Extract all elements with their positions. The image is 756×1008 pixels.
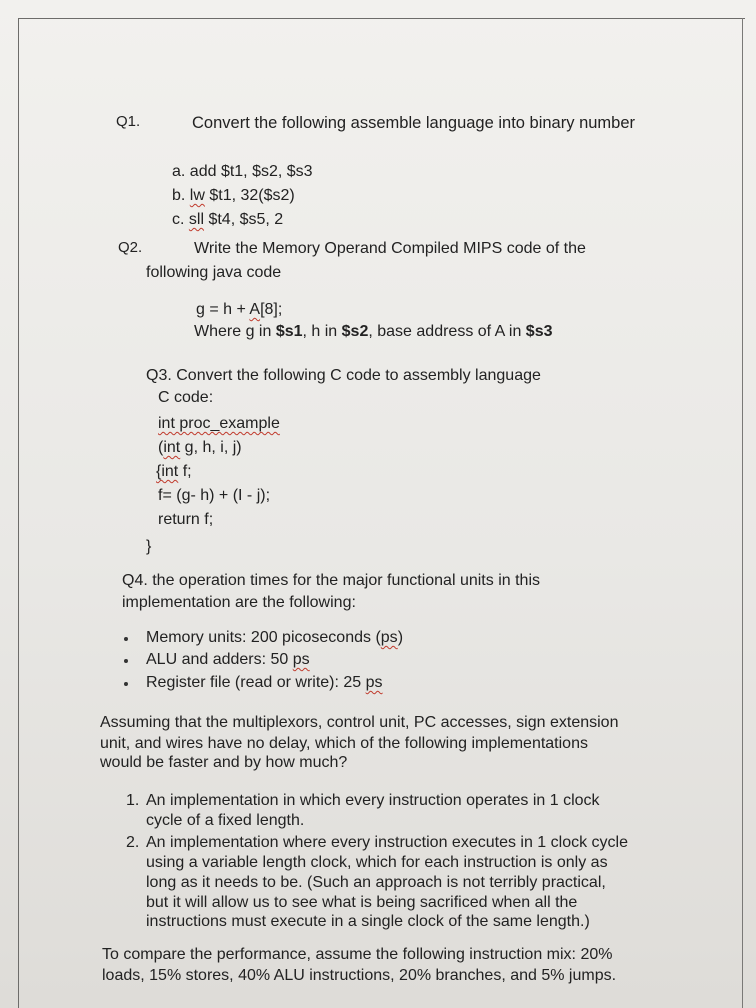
- q4-mix-line1: To compare the performance, assume the following instruction mix: 20%: [102, 946, 613, 963]
- q4-option-1-line1: An implementation in which every instruction operates in 1 clock: [146, 792, 600, 809]
- q3-code-line3: [156, 462, 192, 482]
- q1-item-c-marker: c.: [172, 211, 185, 228]
- q3-code-line4: f= (g- h) + (I - j);: [158, 487, 271, 504]
- q2-code-post: [8];: [260, 301, 283, 318]
- q2-code-array: A: [249, 301, 261, 318]
- q1-label: Q1.: [116, 113, 141, 130]
- q4-bullet-dot-3: [124, 682, 128, 686]
- q3-code-label: C code:: [158, 389, 214, 406]
- q2-prompt-line2: following java code: [146, 264, 282, 281]
- q4-option-2-line3: long as it needs to be. (Such an approach is not terribly practical,: [146, 874, 606, 891]
- q2-where-s2: $s2: [341, 323, 369, 340]
- q4-bullet-2-text: ALU and adders: 50: [146, 651, 293, 668]
- q2-where-pre: Where g in: [194, 323, 276, 340]
- q4-bullet-1-tail: ): [397, 629, 404, 646]
- q4-option-2-line4: but it will allow us to see what is being sacrificed when all the: [146, 894, 578, 911]
- q2-where-s3: $s3: [525, 323, 553, 340]
- q1-item-b: [172, 186, 295, 206]
- page-border-right: [742, 18, 743, 1008]
- q4-option-2-line5: instructions must execute in a single clock of the same length.): [146, 913, 590, 930]
- q3-code-int-kw: int: [163, 439, 181, 456]
- q1-prompt: Convert the following assemble language into binary number: [192, 114, 636, 132]
- q2-prompt-line1: Write the Memory Operand Compiled MIPS code of the: [194, 240, 586, 257]
- q4-bullet-1-unit: ps: [380, 629, 398, 646]
- q4-bullet-2-unit: ps: [292, 651, 310, 668]
- q1-item-a-text: add $t1, $s2, $s3: [189, 163, 313, 180]
- q2-code-line: [196, 300, 282, 320]
- q2-code-pre: g = h +: [196, 301, 250, 318]
- q4-assume-line1: Assuming that the multiplexors, control unit, PC accesses, sign extension: [100, 714, 619, 731]
- q4-option-2-line1: An implementation where every instruction executes in 1 clock cycle: [146, 834, 628, 851]
- q4-option-1-line2: cycle of a fixed length.: [146, 812, 305, 829]
- q1-item-c-rest: $t4, $s5, 2: [204, 211, 284, 228]
- q4-bullet-1-text: Memory units: 200 picoseconds (: [146, 629, 381, 646]
- q4-bullet-2: [146, 650, 310, 670]
- q4-option-2-line2: using a variable length clock, which for each instruction is only as: [146, 854, 608, 871]
- q4-option-2-marker: 2.: [126, 834, 140, 851]
- q2-where-post: , base address of A in: [368, 323, 526, 340]
- q2-label: Q2.: [118, 239, 143, 256]
- q3-code-func-name: int proc_example: [158, 415, 280, 432]
- q4-option-1-marker: 1.: [126, 792, 140, 809]
- q1-item-a: [172, 162, 313, 182]
- q2-where-s1: $s1: [275, 323, 303, 340]
- q1-item-b-op: lw: [189, 187, 205, 204]
- q1-item-b-marker: b.: [172, 187, 186, 204]
- q4-bullet-dot-2: [124, 659, 128, 663]
- q4-assume-line3: would be faster and by how much?: [100, 754, 348, 771]
- q3-code-int-decl: {int: [156, 463, 179, 480]
- q3-code-params: g, h, i, j): [180, 439, 242, 456]
- q4-bullet-dot-1: [124, 637, 128, 641]
- q4-bullet-3-unit: ps: [365, 674, 383, 691]
- q2-where-line: [194, 322, 553, 342]
- q3-code-line1: [158, 414, 280, 434]
- q3-code-line6: }: [146, 538, 152, 555]
- q4-intro-line2: implementation are the following:: [122, 594, 356, 611]
- q1-item-c: [172, 210, 283, 230]
- q4-bullet-1: [146, 628, 403, 648]
- q3-code-paren: (: [158, 439, 164, 456]
- q3-code-decl-var: f;: [178, 463, 192, 480]
- q3-code-line5: return f;: [158, 511, 214, 528]
- q4-bullet-3: [146, 673, 383, 693]
- q3-prompt: Q3. Convert the following C code to assembly language: [146, 367, 541, 384]
- q4-assume-line2: unit, and wires have no delay, which of the following implementations: [100, 735, 588, 752]
- q1-item-c-op: sll: [188, 211, 205, 228]
- q4-mix-line2: loads, 15% stores, 40% ALU instructions, 20% branches, and 5% jumps.: [102, 967, 617, 984]
- q2-where-mid: , h in: [302, 323, 342, 340]
- q4-intro-line1: Q4. the operation times for the major functional units in this: [122, 572, 540, 589]
- q1-item-a-marker: a.: [172, 163, 186, 180]
- q3-code-line2: [158, 438, 242, 458]
- q4-bullet-3-text: Register file (read or write): 25: [146, 674, 366, 691]
- q1-item-b-rest: $t1, 32($s2): [204, 187, 295, 204]
